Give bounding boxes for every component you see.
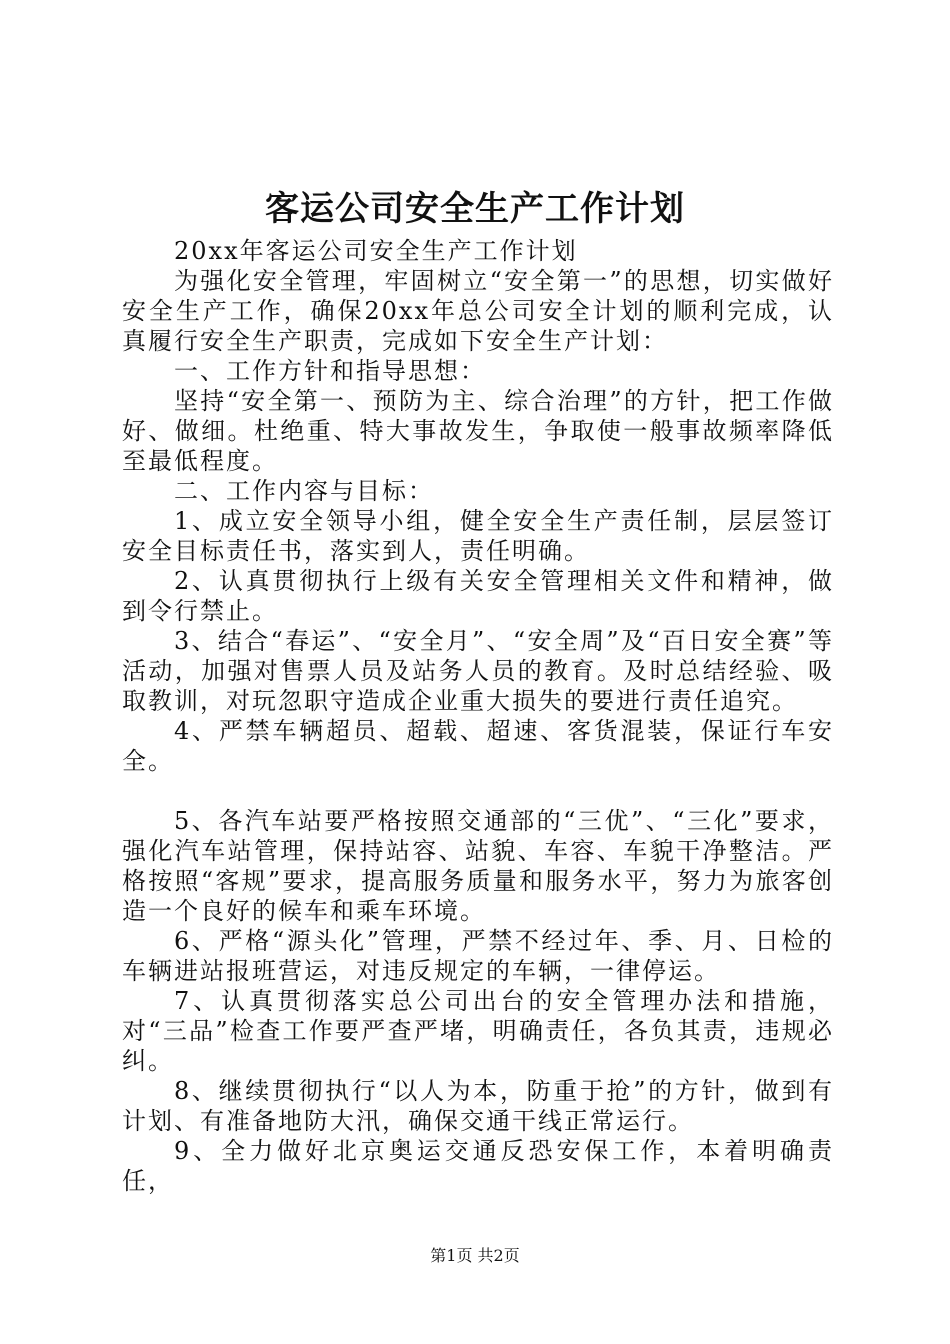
document-body [122, 236, 834, 1196]
paragraph-intro: 为强化安全管理，牢固树立“安全第一”的思想，切实做好安全生产工作，确保20xx年总公司安全计划的顺利完成，认真履行安全生产职责，完成如下安全生产计划： [122, 267, 834, 355]
list-item-8: 8、继续贯彻执行“以人为本，防重于抢”的方针，做到有计划、有准备地防大汛，确保交通干线正常运行。 [122, 1077, 834, 1135]
list-item-1: 1、成立安全领导小组，健全安全生产责任制，层层签订安全目标责任书，落实到人，责任明确。 [122, 507, 834, 565]
paragraph-guideline: 坚持“安全第一、预防为主、综合治理”的方针，把工作做好、做细。杜绝重、特大事故发生，争取使一般事故频率降低至最低程度。 [122, 387, 834, 475]
list-item-3: 3、结合“春运”、“安全月”、“安全周”及“百日安全赛”等活动，加强对售票人员及站务人员的教育。及时总结经验、吸取教训，对玩忽职守造成企业重大损失的要进行责任追究。 [122, 627, 834, 715]
section-heading-1: 一、工作方针和指导思想： [174, 357, 486, 385]
page-footer: 第1页 共2页 [430, 1246, 520, 1265]
list-item-2: 2、认真贯彻执行上级有关安全管理相关文件和精神，做到令行禁止。 [122, 567, 834, 625]
document-title: 客运公司安全生产工作计划 [265, 189, 685, 229]
list-item-5: 5、各汽车站要严格按照交通部的“三优”、“三化”要求，强化汽车站管理，保持站容、站貌、车容、车貌干净整洁。严格按照“客规”要求，提高服务质量和服务水平，努力为旅客创造一个良好的候车和乘车环境。 [122, 807, 834, 925]
list-item-7: 7、认真贯彻落实总公司出台的安全管理办法和措施，对“三品”检查工作要严查严堵，明确责任，各负其责，违规必纠。 [122, 987, 834, 1075]
paragraph-subtitle: 20xx年客运公司安全生产工作计划 [174, 237, 578, 265]
list-item-6: 6、严格“源头化”管理，严禁不经过年、季、月、日检的车辆进站报班营运，对违反规定的车辆，一律停运。 [122, 927, 834, 985]
list-item-4: 4、严禁车辆超员、超载、超速、客货混装，保证行车安全。 [122, 717, 834, 775]
list-item-9: 9、全力做好北京奥运交通反恐安保工作，本着明确责任， [122, 1137, 834, 1195]
section-heading-2: 二、工作内容与目标： [174, 477, 434, 505]
